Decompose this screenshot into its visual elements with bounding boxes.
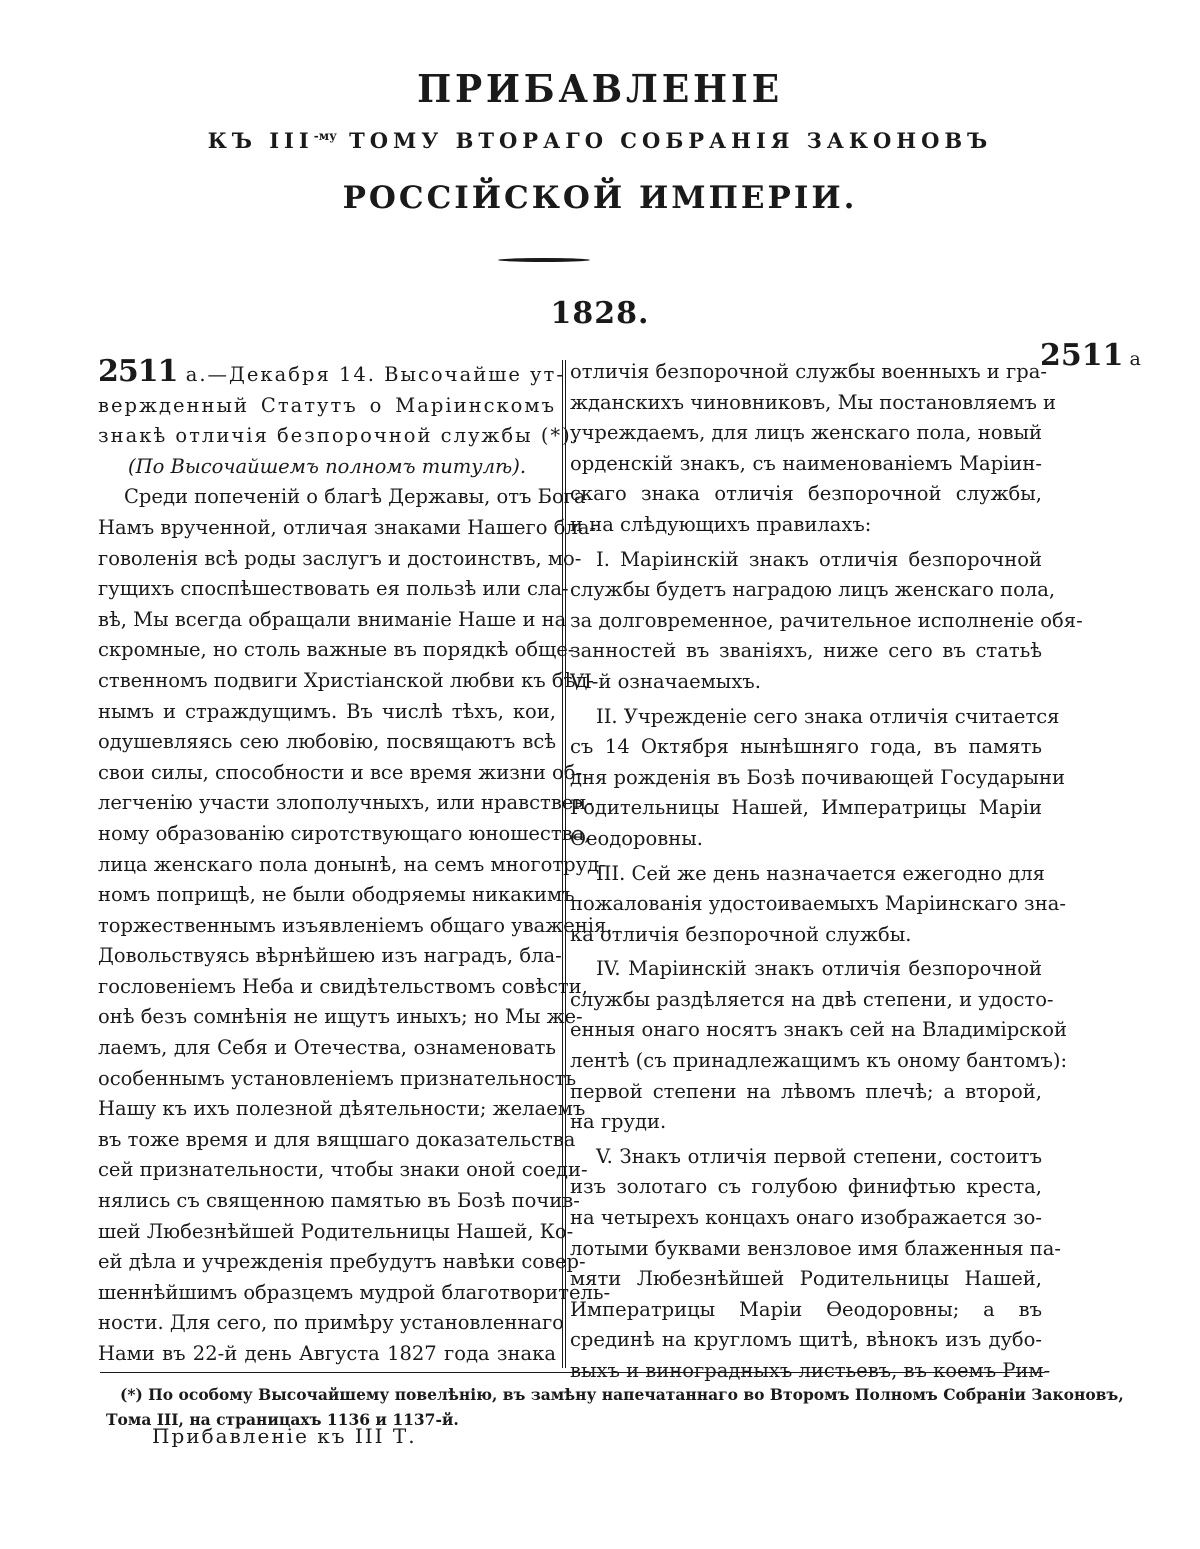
entry-number: 2511	[98, 354, 178, 389]
entry-head: а.—Декабря 14. Высочайше ут-	[177, 363, 565, 386]
text-line: V. Знакъ отличія первой степени, состоитъ	[596, 1144, 1042, 1168]
text-line: гословеніемъ Неба и свидѣтельствомъ совѣсти,	[98, 974, 588, 998]
text-line: I. Маріинскій знакъ отличія безпорочной	[596, 547, 1042, 571]
text-line: и на слѣдующихъ правилахъ:	[570, 512, 872, 536]
text-line: нялись съ священною памятью въ Бозѣ почив-	[98, 1189, 580, 1213]
text-line: лентѣ (съ принадлежащимъ къ оному бантомъ):	[570, 1049, 1068, 1073]
text-line: говоленія всѣ роды заслугъ и достоинствъ, мо-	[98, 546, 582, 570]
text-line: на груди.	[570, 1110, 667, 1134]
text-line: за долговременное, рачительное исполненіе обя-	[570, 608, 1083, 632]
text-line: Довольствуясь вѣрнѣйшею изъ наградъ, бла-	[98, 944, 562, 968]
subtitle-pre: КЪ III	[207, 128, 314, 153]
text-line: знакѣ отличія безпорочной службы (*).	[98, 424, 580, 448]
document-subtitle	[0, 128, 1200, 153]
article	[570, 954, 1068, 1138]
column-rule	[562, 360, 566, 1368]
text-line: особеннымъ установленіемъ признательность	[98, 1066, 577, 1090]
text-line: срединѣ на кругломъ щитѣ, вѣнокъ изъ дубо-	[570, 1328, 1042, 1352]
text-line: нымъ и страждущимъ. Въ числѣ тѣхъ, кои,	[98, 699, 556, 723]
margin-suffix: а	[1123, 348, 1141, 370]
text-line: лотыми буквами вензловое имя блаженныя па-	[570, 1236, 1062, 1260]
text-line: Нашу къ ихъ полезной дѣятельности; желаемъ	[98, 1097, 586, 1121]
text-line: службы будетъ наградою лицъ женскаго пола,	[570, 578, 1056, 602]
text-line: ственномъ подвиги Христіанской любви къ бѣд-	[98, 668, 595, 692]
margin-entry-number	[1040, 338, 1141, 373]
text-line: занностей въ званіяхъ, ниже сего въ статьѣ	[570, 639, 1042, 663]
text-line: пожалованія удостоиваемыхъ Маріинскаго зна-	[570, 892, 1066, 916]
right-column	[570, 357, 1083, 1387]
text-line: торжественнымъ изъявленіемъ общаго уваженія.	[98, 913, 613, 937]
text-line: ному образованію сиротствующаго юношества,	[98, 821, 591, 845]
text-line: жданскихъ чиновниковъ, Мы постановляемъ и	[570, 390, 1057, 414]
text-line: свои силы, способности и все время жизни об-	[98, 760, 583, 784]
text-line: VI-й означаемыхъ.	[570, 669, 761, 693]
text-line: Родительницы Нашей, Императрицы Маріи	[570, 796, 1042, 820]
article	[570, 545, 1083, 698]
text-line: вѣ, Мы всегда обращали вниманіе Наше и на	[98, 607, 567, 631]
text-line: шей Любезнѣйшей Родительницы Нашей, Ко-	[98, 1219, 574, 1243]
text-line: одушевляясь сею любовію, посвящаютъ всѣ	[98, 730, 556, 754]
article	[570, 1142, 1062, 1387]
sheet-mark: Прибавленіе къ III Т.	[152, 1424, 417, 1448]
text-line: III. Сей же день назначается ежегодно для	[596, 861, 1045, 885]
subtitle-sup: -му	[313, 129, 337, 143]
margin-number: 2511	[1040, 338, 1124, 373]
text-line: Среди попеченій о благѣ Державы, отъ Бога	[124, 485, 586, 509]
text-line: вержденный Статутъ о Маріинскомъ	[98, 393, 556, 417]
text-line: ей дѣла и учрежденія пребудутъ навѣки совер-	[98, 1250, 586, 1274]
empire-heading: РОССІЙСКОЙ ИМПЕРІИ.	[342, 180, 858, 216]
text-line: съ 14 Октября нынѣшняго года, въ память	[570, 735, 1042, 759]
text-line: Императрицы Маріи Ѳеодоровны; а въ	[570, 1297, 1042, 1321]
text-line: Тома III, на страницахъ 1136 и 1137-й.	[106, 1410, 459, 1429]
footnote-rule	[100, 1372, 1045, 1373]
title-divider	[498, 258, 590, 262]
text-line: орденскій знакъ, съ наименованіемъ Маріин-	[570, 451, 1042, 475]
text-line: выхъ и виноградныхъ листьевъ, въ коемъ Рим-	[570, 1359, 1051, 1382]
text-line: сей признательности, чтобы знаки оной соеди-	[98, 1158, 588, 1182]
text-line: гущихъ споспѣшествовать ея пользѣ или сла-	[98, 577, 569, 601]
text-line: енныя онаго носятъ знакъ сей на Владимірской	[570, 1018, 1068, 1042]
text-line: IV. Маріинскій знакъ отличія безпорочной	[596, 957, 1042, 981]
left-column	[98, 354, 613, 1370]
text-line: службы раздѣляется на двѣ степени, и удосто-	[570, 987, 1054, 1011]
text-line: скромные, но столь важные въ порядкѣ обще-	[98, 638, 575, 662]
text-line: ности. Для сего, по примѣру установленнаго	[98, 1311, 564, 1335]
text-line: лица женскаго пола донынѣ, на семъ многотруд-	[98, 852, 606, 876]
subtitle-post: ТОМУ ВТОРАГО СОБРАНІЯ ЗАКОНОВЪ	[336, 128, 993, 153]
text-line: въ тоже время и для вящшаго доказательства	[98, 1127, 576, 1151]
text-line: онѣ безъ сомнѣнія не ищутъ иныхъ; но Мы же-	[98, 1005, 583, 1029]
article	[570, 702, 1065, 855]
entry-heading	[98, 354, 565, 391]
text-line: Намъ врученной, отличая знаками Нашего бла-	[98, 515, 597, 539]
year-heading: 1828.	[550, 296, 650, 331]
text-line: мяти Любезнѣйшей Родительницы Нашей,	[570, 1267, 1042, 1291]
text-line: ка отличія безпорочной службы.	[570, 922, 912, 946]
text-line: лаемъ, для Себя и Отечества, ознаменовать	[98, 1036, 556, 1060]
text-line: дня рожденія въ Бозѣ почивающей Государыни	[570, 765, 1065, 789]
subheading: (По Высочайшемъ полномъ титулѣ).	[127, 454, 527, 478]
text-line: учреждаемъ, для лицъ женскаго пола, новый	[570, 421, 1042, 445]
text-line: на четырехъ концахъ онаго изображается зо-	[570, 1206, 1042, 1230]
text-line: II. Учрежденіе сего знака отличія считается	[596, 704, 1060, 728]
text-line: номъ поприщѣ, не были ободряемы никакимъ	[98, 883, 575, 907]
text-line: первой степени на лѣвомъ плечѣ; а второй,	[570, 1079, 1042, 1103]
text-line: отличія безпорочной службы военныхъ и гра-	[570, 360, 1047, 383]
text-line: изъ золотаго съ голубою финифтью креста,	[570, 1175, 1042, 1199]
text-line: шеннѣйшимъ образцемъ мудрой благотворитель-	[98, 1280, 611, 1304]
right-intro	[570, 357, 1057, 541]
text-line: (*) По особому Высочайшему повелѣнію, въ замѣну напечатаннаго во Второмъ Полномъ Собраніи Законовъ,	[120, 1385, 1124, 1404]
document-title: ПРИБАВЛЕНІЕ	[417, 66, 783, 111]
text-line: Ѳеодоровны.	[570, 826, 703, 850]
text-line: скаго знака отличія безпорочной службы,	[570, 482, 1042, 506]
text-line: Нами въ 22-й день Августа 1827 года знака	[98, 1342, 556, 1365]
left-body	[98, 482, 613, 1369]
article	[570, 859, 1066, 951]
text-line: легченію участи злополучныхъ, или нравствен-	[98, 791, 593, 815]
right-articles	[570, 545, 1083, 1387]
